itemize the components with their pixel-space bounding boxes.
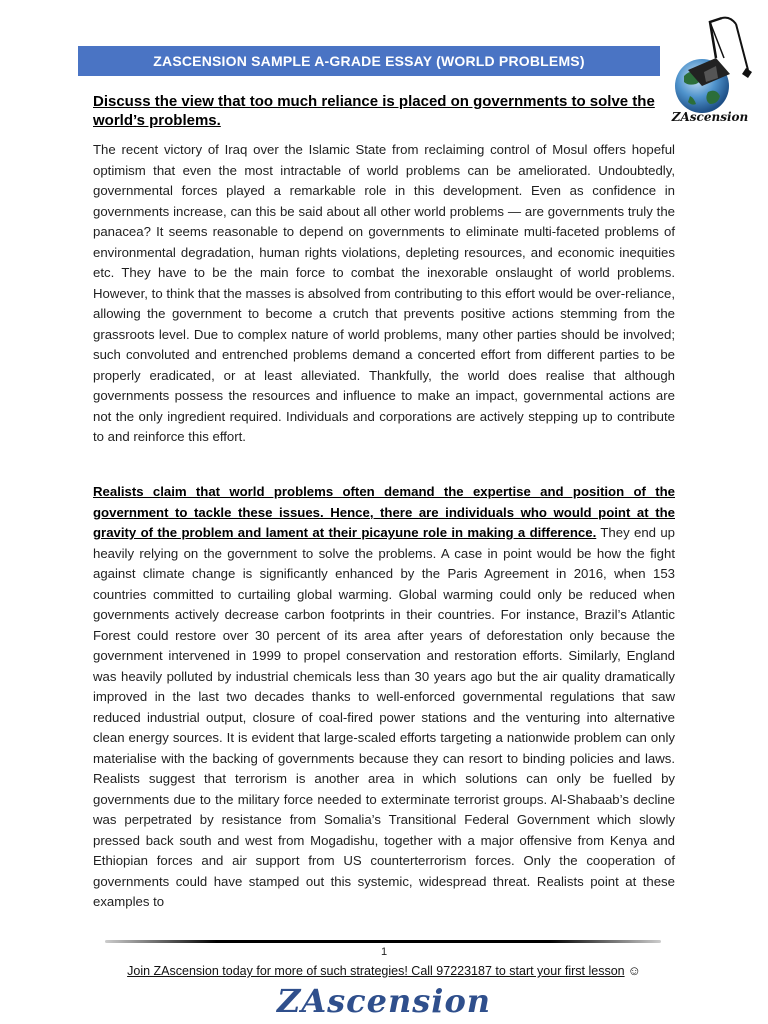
paragraph-2-body: They end up heavily relying on the government to solve the problems. A case in point would be how the fight against climate change is significantly enhanced by the Paris Agreement in 2016, when 153 countries committed to curtailing global warming. Global warming could only be reduced when governments actively decrease carbon footprints in their countries. For instance, Brazil’s Atlantic Forest could restore over 30 percent of its area after years of deforestation only because the government intervened in 1999 to propel conservation and restoration efforts. Similarly, England was heavily polluted by industrial chemicals less than 30 years ago but the air quality dramatically improved in the last two decades thanks to well-enforced governmental regulations that saw reduced industrial output, closure of coal-fired power stations and the venturing into alternative clean energy sources. It is evident that large-scaled efforts targeting a nationwide problem can only materialise with the backing of governments because they can resort to binding policies and laws. Realists suggest that terrorism is another area in which solutions can only be fuelled by governments due to the military force needed to exterminate terrorist groups. Al-Shabaab’s decline was perpetrated by resistance from Somalia’s Transitional Federal Government which slowly pressed back south and west from Mogadishu, together with a major offensive from Kenya and Ethiopian forces and air support from US counterterrorism forces. Only the cooperation of governments could have stamped out this systemic, widespread threat. Realists point at these examples to [93, 525, 675, 909]
footer-promo [0, 963, 768, 978]
essay-question: Discuss the view that too much reliance is placed on governments to solve the world’s problems. [93, 93, 655, 129]
essay-paragraph-2 [93, 482, 675, 913]
essay-banner [78, 46, 660, 76]
logo-caption: ZAscension [671, 110, 749, 124]
promo-text: Join ZAscension today for more of such strategies! Call 97223187 to start your first lesson [127, 964, 625, 978]
essay-paragraph-1: The recent victory of Iraq over the Islamic State from reclaiming control of Mosul offers hopeful optimism that even the most intractable of world problems can be ameliorated. Undoubtedly, governmental forces played a remarkable role in this development. Even as confidence in governments increase, can this be said about all other world problems — are governments truly the panacea? It seems reasonable to depend on governments to eliminate multi-faceted problems of environmental degradation, human rights violations, depleting resources, and economic inequities etc. They have to be the main force to combat the inexorable onslaught of world problems. However, to think that the masses is absolved from contributing to this effort would be over-reliance, allowing the government to become a crutch that prevents positive actions stemming from the grassroots level. Due to complex nature of world problems, many other parties should be involved; such convoluted and entrenched problems demand a concerted effort from different parties to be properly eradicated, or at least alleviated. Thankfully, the world does realise that although governments possess the resources and influence to make an impact, governmental actions are not the only ingredient required. Individuals and corporations are actively stepping up to contribute to and reinforce this effort. [93, 142, 675, 444]
page-number: 1 [380, 946, 388, 958]
footer-divider [105, 940, 661, 943]
footer-brand-logo: ZAscension [276, 982, 492, 1020]
banner-title: ZASCENSION SAMPLE A-GRADE ESSAY (WORLD PROBLEMS) [153, 53, 585, 69]
smiley-icon: ☺ [627, 963, 641, 978]
realist-claim: Realists claim that world problems often demand the expertise and position of the government to tackle these issues. Hence, there are individuals who would point at the gravity of the problem and lament at their picayune role in making a difference. [93, 484, 675, 540]
